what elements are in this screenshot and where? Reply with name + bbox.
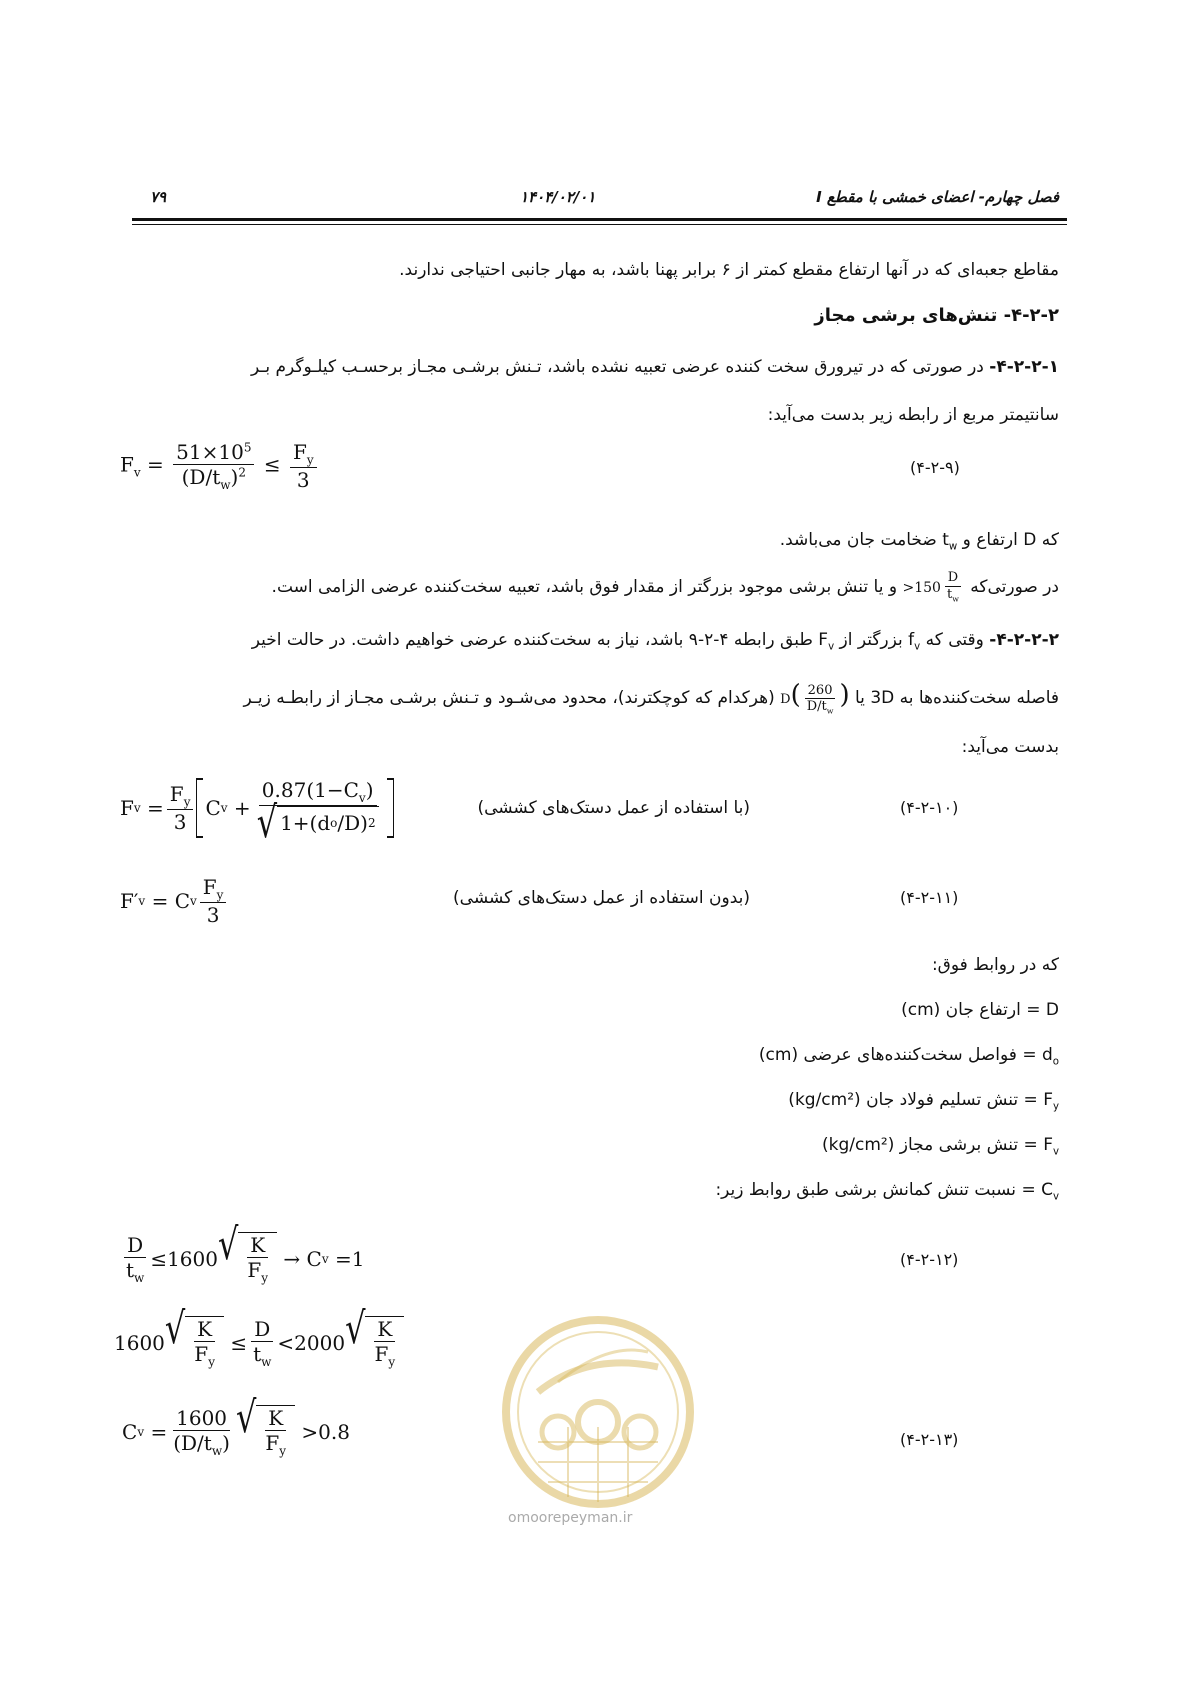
- definition-do: $d_o$ = فواصل سخت‌کننده‌های عرضی (cm): [758, 1045, 1059, 1068]
- definition-D: D = ارتفاع جان (cm): [901, 1000, 1059, 1020]
- page-number: ۷۹: [150, 188, 167, 206]
- condition-line: در صورتی‌که $\frac{D}{t_w}$ >150 و یا تنش برشی موجود بزرگتر از مقدار فوق باشد، تعبیه سخت‌کننده عرضی الزامی است.: [271, 570, 1059, 604]
- paragraph-1-line2: سانتیمتر مربع از رابطه زیر بدست می‌آید:: [767, 405, 1059, 425]
- equation-12-number: (۴-۲-۱۲): [900, 1250, 959, 1269]
- paragraph-1-line1: در صورتی که در تیرورق سخت کننده عرضی تعبیه نشده باشد، تـنش برشـی مجـاز برحسـب کیلـوگرم بـر: [251, 357, 990, 377]
- definition-line: که D ارتفاع و $t_w$ ضخامت جان می‌باشد.: [779, 530, 1059, 553]
- equation-13-number: (۴-۲-۱۳): [900, 1430, 959, 1449]
- equation-9: $F_v$ = $\frac{51\times 10^5}{(D/t_w)^2}$ ≤ $\frac{F_y}{3}$: [120, 440, 320, 492]
- equation-10: F v = $\frac{F_y}{3}$ C v + $0.87(1-C_v)$ √ 1+(d o /D) 2: [120, 778, 394, 838]
- equation-9-number: (۴-۲-۹): [910, 458, 960, 477]
- watermark-logo: [498, 1312, 698, 1532]
- equation-10-number: (۴-۲-۱۰): [900, 798, 959, 817]
- watermark-text: omoorepeyman.ir: [508, 1510, 633, 1526]
- header-date: ۱۴۰۴/۰۲/۰۱: [520, 188, 596, 206]
- equation-10-desc: (با استفاده از عمل دستک‌های کششی): [477, 798, 750, 818]
- chapter-title: فصل چهارم- اعضای خمشی با مقطع I: [816, 188, 1059, 206]
- definition-Fy: $F_y$ = تنش تسلیم فولاد جان (kg/cm²): [788, 1090, 1059, 1113]
- equation-11-desc: (بدون استفاده از عمل دستک‌های کششی): [453, 888, 750, 908]
- section-title: ۴-۲-۲- تنش‌های برشی مجاز: [814, 305, 1059, 326]
- definition-Fv: $F_v$ = تنش برشی مجاز (kg/cm²): [822, 1135, 1059, 1158]
- paragraph-2-line3: بدست می‌آید:: [961, 737, 1059, 757]
- paragraph-1: [129, 352, 1059, 382]
- paragraph-2-line2: فاصله سخت‌کننده‌ها به 3D یا D( $\frac{260}{D/t_w}$ ) (هرکدام که کوچکترند)، محدود می‌شـود و تـنش برشـی مجـاز از رابطـه زیـر: [243, 680, 1059, 716]
- equation-11-number: (۴-۲-۱۱): [900, 888, 959, 907]
- intro-text: مقاطع جعبه‌ای که در آنها ارتفاع مقطع کمتر از ۶ برابر پهنا باشد، به مهار جانبی احتیاجی ندارند.: [399, 260, 1059, 280]
- equation-12: $\frac{D}{t_w}$ ≤1600 √ $\frac{K}{F_y}$ → C v =1: [126, 1218, 365, 1285]
- equation-11: F′ v = C v $\frac{F_y}{3}$: [120, 875, 229, 927]
- watermark-seal-icon: [498, 1312, 698, 1512]
- header-rule-thin: [132, 224, 1067, 225]
- equation-13-part1: 1600 √ $\frac{K}{F_y}$ ≤ $\frac{D}{t_w}$ <2000 √ $\frac{K}{F_y}$: [114, 1316, 404, 1369]
- eq9-fraction: $\frac{51\times 10^5}{(D/t_w)^2}$: [173, 440, 254, 492]
- paragraph-1-number: ۴-۲-۲-۱-: [989, 357, 1059, 377]
- header-rule: [132, 218, 1067, 221]
- where-label: که در روابط فوق:: [931, 955, 1059, 975]
- equation-13-part2: C v = $\frac{1600}{(D/t_w)}$ √ $\frac{K}{F_y}$ >0.8: [122, 1391, 350, 1458]
- definition-Cv: $C_v$ = نسبت تنش کمانش برشی طبق روابط زیر:: [715, 1180, 1059, 1203]
- paragraph-2: ۴-۲-۲-۲- وقتی که $f_v$ بزرگتر از $F_v$ طبق رابطه ۴-۲-۹ باشد، نیاز به سخت‌کننده عرضی خواهیم داشت. در حالت اخیر: [251, 630, 1059, 653]
- eq10-bracket: C v + $0.87(1-C_v)$ √ 1+(d o /D) 2: [196, 778, 393, 838]
